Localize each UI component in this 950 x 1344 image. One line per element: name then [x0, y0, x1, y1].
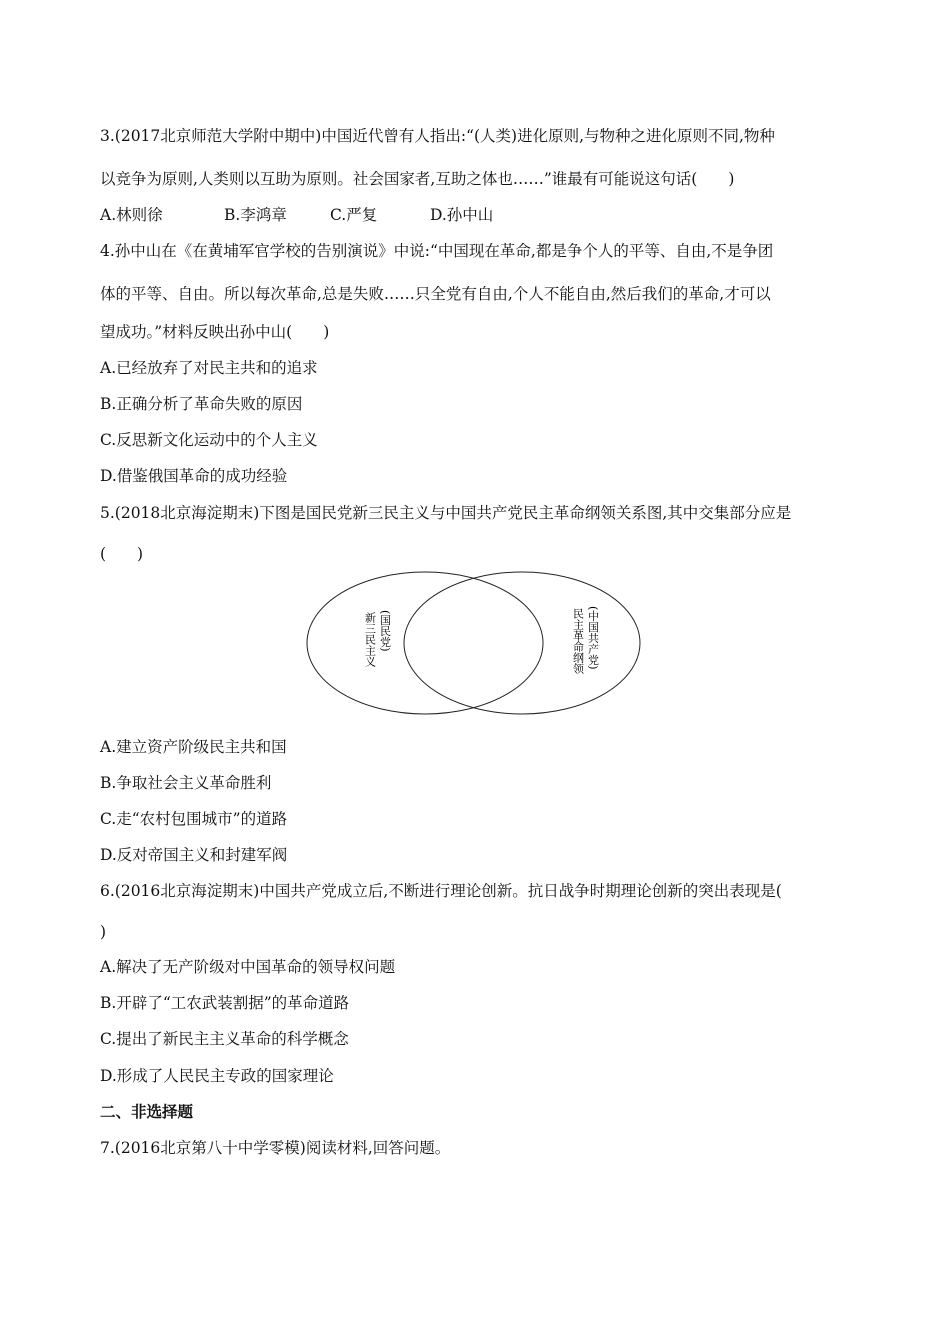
q5-option-d: D.反对帝国主义和封建军阀 — [100, 846, 288, 864]
q6-option-c: C.提出了新民主主义革命的科学概念 — [100, 1030, 349, 1048]
q5-option-c: C.走“农村包围城市”的道路 — [100, 810, 288, 828]
q4-option-c: C.反思新文化运动中的个人主义 — [100, 431, 318, 449]
q6-option-a: A.解决了无产阶级对中国革命的领导权问题 — [100, 958, 396, 976]
q4-stem-line2: 体的平等、自由。所以每次革命,总是失败……只全党有自由,个人不能自由,然后我们的革命,才可以 — [100, 285, 771, 303]
q6-option-d: D.形成了人民民主专政的国家理论 — [100, 1067, 334, 1085]
q4-option-a: A.已经放弃了对民主共和的追求 — [100, 359, 318, 377]
venn-right-ellipse — [404, 572, 640, 714]
q4-stem-line3: 望成功。”材料反映出孙中山( ) — [100, 323, 330, 341]
q5-stem-line1: 5.(2018北京海淀期末)下图是国民党新三民主义与中国共产党民主革命纲领关系图,其中交集部分应是 — [100, 504, 792, 522]
q3-stem-line1: 3.(2017北京师范大学附中期中)中国近代曾有人指出:“(人类)进化原则,与物种之进化原则不同,物种 — [100, 127, 775, 145]
q3-option-c: C.严复 — [330, 206, 378, 224]
q3-option-d: D.孙中山 — [430, 206, 494, 224]
venn-left-main-label: 新三民主义 — [363, 612, 377, 667]
q3-stem-line2: 以竞争为原则,人类则以互助为原则。社会国家者,互助之体也……”谁最有可能说这句话( ) — [100, 170, 735, 188]
q5-option-b: B.争取社会主义革命胜利 — [100, 774, 272, 792]
venn-diagram — [300, 570, 650, 720]
section-heading: 二、非选择题 — [100, 1103, 194, 1121]
q5-option-a: A.建立资产阶级民主共和国 — [100, 738, 287, 756]
q6-stem-line1: 6.(2016北京海淀期末)中国共产党成立后,不断进行理论创新。抗日战争时期理论创新的突出表现是( — [100, 882, 782, 900]
q3-options — [100, 205, 493, 225]
venn-left-ellipse — [307, 572, 543, 714]
q3-option-b: B.李鸿章 — [224, 206, 287, 224]
q4-option-b: B.正确分析了革命失败的原因 — [100, 395, 303, 413]
q6-stem-line2: ) — [100, 923, 107, 941]
venn-right-main-label: 民主革命纲领 — [571, 608, 585, 674]
q7-stem-line1: 7.(2016北京第八十中学零模)阅读材料,回答问题。 — [100, 1139, 451, 1157]
q3-option-a: A.林则徐 — [100, 206, 163, 224]
q4-stem-line1: 4.孙中山在《在黄埔军官学校的告别演说》中说:“中国现在革命,都是争个人的平等、自由,不是争团 — [100, 242, 774, 260]
q4-option-d: D.借鉴俄国革命的成功经验 — [100, 467, 288, 485]
q6-option-b: B.开辟了“工农武装割据”的革命道路 — [100, 994, 350, 1012]
venn-left-sub-label: (国民党) — [378, 610, 392, 652]
q5-stem-line2: ( ) — [100, 545, 144, 563]
venn-right-sub-label: (中国共产党) — [586, 606, 600, 670]
